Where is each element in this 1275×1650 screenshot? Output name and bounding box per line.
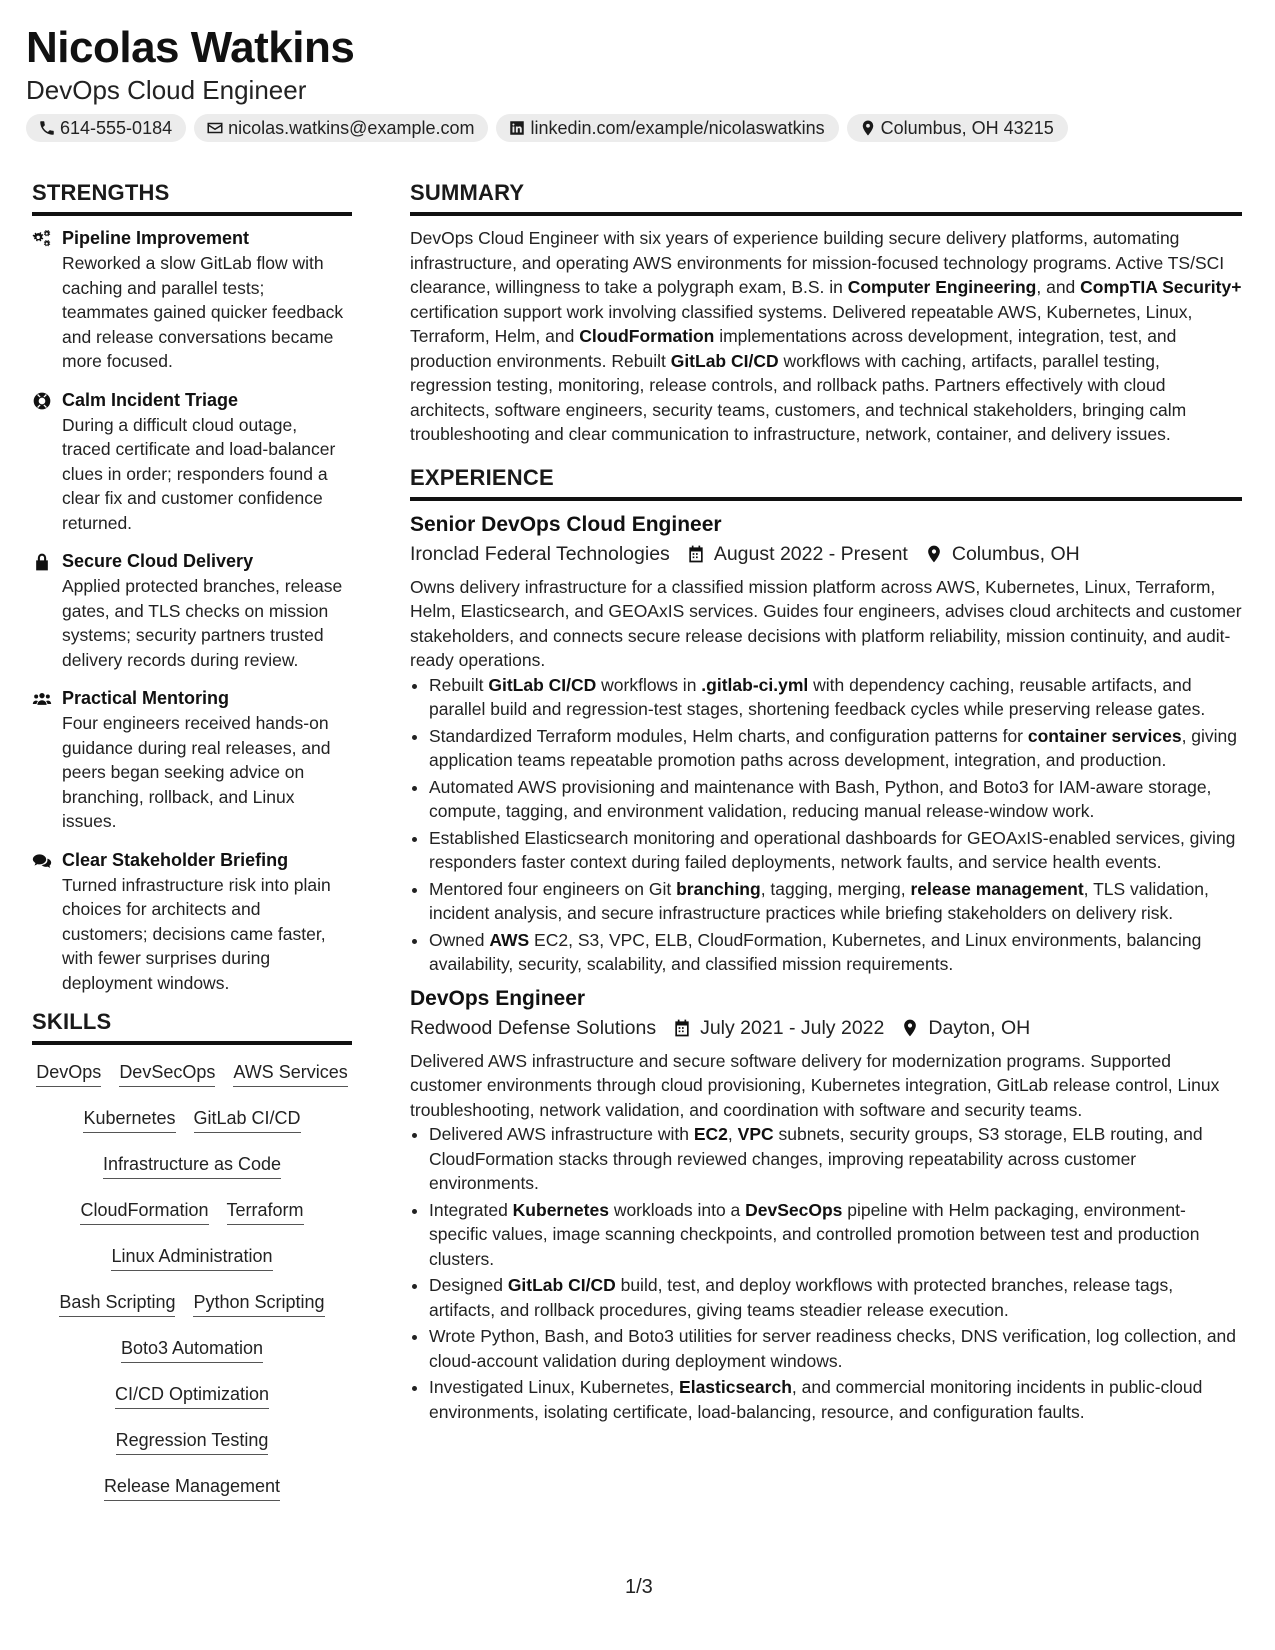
bullet-text: workflows in xyxy=(596,674,702,695)
job-meta xyxy=(410,539,1242,569)
gears-icon xyxy=(32,229,52,249)
bullet-text: Standardized Terraform modules, Helm charts, and configuration patterns for xyxy=(429,725,1028,746)
job-dates: August 2022 - Present xyxy=(713,542,908,565)
job-bullet xyxy=(429,775,1242,824)
skill-row xyxy=(32,1153,352,1179)
lock-icon xyxy=(32,552,52,572)
job-dates: July 2021 - July 2022 xyxy=(700,1016,885,1039)
calendar-icon xyxy=(686,544,706,564)
skills-list xyxy=(32,1061,352,1501)
strength-title: Calm Incident Triage xyxy=(62,389,239,410)
bullet-emphasis: DevSecOps xyxy=(745,1199,843,1220)
job-title: Senior DevOps Cloud Engineer xyxy=(410,512,722,536)
bullet-text: Owned xyxy=(429,929,490,950)
bullet-text: workloads into a xyxy=(608,1199,746,1220)
skill-row xyxy=(32,1061,352,1087)
job-bullet xyxy=(429,1198,1242,1272)
skill-row xyxy=(32,1337,352,1363)
bullet-text: subnets, security groups, S3 storage, ELB routing, and CloudFormation stacks through reviewed changes, improving repeatability across customer environments. xyxy=(429,1124,1203,1193)
bullet-text: EC2, S3, VPC, ELB, CloudFormation, Kubernetes, and Linux environments, balancing availability, security, scalability, and classified mission requirements. xyxy=(429,929,1202,974)
skill-tag: Terraform xyxy=(227,1199,304,1225)
skill-tag: CloudFormation xyxy=(80,1199,208,1225)
job-bullet xyxy=(429,826,1242,875)
skill-row xyxy=(32,1199,352,1225)
bullet-emphasis: Kubernetes xyxy=(512,1199,609,1220)
summary-emphasis: CompTIA Security+ xyxy=(1080,277,1242,297)
skill-row xyxy=(32,1245,352,1271)
skill-tag: AWS Services xyxy=(233,1061,347,1087)
right-column xyxy=(410,180,1242,1432)
job-location: Columbus, OH xyxy=(951,542,1080,565)
contact-bar xyxy=(26,114,1068,142)
skill-row xyxy=(32,1383,352,1409)
skill-tag: Python Scripting xyxy=(193,1291,324,1317)
summary-emphasis: Computer Engineering xyxy=(847,277,1037,297)
bullet-text: Wrote Python, Bash, and Boto3 utilities for server readiness checks, DNS verification, log collection, and cloud-account validation during deployment windows. xyxy=(429,1326,1237,1371)
summary-text: implementations across development, integration, test, and production environments. Rebuilt xyxy=(410,326,1177,371)
strength-title: Clear Stakeholder Briefing xyxy=(62,849,289,870)
job-bullet xyxy=(429,1122,1242,1196)
summary-emphasis: GitLab CI/CD xyxy=(670,350,779,371)
bullet-text: Automated AWS provisioning and maintenance with Bash, Python, and Boto3 for IAM-aware storage, compute, tagging, and environment validation, reducing manual release-window work. xyxy=(429,776,1212,821)
contact-location xyxy=(847,114,1068,142)
bullet-text: , giving application teams repeatable promotion paths across development, integration, and production. xyxy=(429,725,1238,770)
strength-title: Practical Mentoring xyxy=(62,688,230,708)
job-bullet xyxy=(429,1324,1242,1373)
job-bullet xyxy=(429,1273,1242,1322)
contact-location-text: Columbus, OH 43215 xyxy=(880,118,1054,138)
summary-text: certification support work involving classified systems. Delivered repeatable AWS, Kubernetes, Linux, Terraform, Helm, and xyxy=(410,301,1193,346)
skill-row xyxy=(32,1429,352,1455)
summary-text xyxy=(410,226,1242,447)
summary-text: , and xyxy=(1036,277,1081,297)
map-pin-icon xyxy=(859,119,877,137)
experience-heading: EXPERIENCE xyxy=(410,465,1242,501)
bullet-text: Investigated Linux, Kubernetes, xyxy=(429,1377,680,1397)
strength-desc: During a difficult cloud outage, traced certificate and load-balancer clues in order; responders found a clear fix and customer confidence returned. xyxy=(62,414,336,533)
job-bullet xyxy=(429,724,1242,773)
contact-phone-text: 614-555-0184 xyxy=(60,118,173,138)
candidate-name: Nicolas Watkins xyxy=(26,23,355,72)
skills-heading: SKILLS xyxy=(32,1009,352,1045)
map-pin-icon xyxy=(924,544,944,564)
job-company: Ironclad Federal Technologies xyxy=(410,542,670,565)
skill-tag: DevOps xyxy=(36,1061,101,1087)
bullet-text: pipeline with Helm packaging, environment-specific values, image scanning checkpoints, and controlled promotion between test and production clusters. xyxy=(429,1199,1200,1269)
skill-tag: CI/CD Optimization xyxy=(115,1383,269,1409)
skill-tag: Bash Scripting xyxy=(59,1291,175,1317)
bullet-text: , TLS validation, incident analysis, and secure infrastructure practices while briefing stakeholders on delivery risk. xyxy=(429,878,1209,923)
skill-tag: Regression Testing xyxy=(116,1429,269,1455)
job-bullet xyxy=(429,877,1242,926)
bullet-text: , and commercial monitoring incidents in public-cloud environments, isolating certificate, load-balancing, resource, and configuration faults. xyxy=(429,1377,1203,1422)
envelope-icon xyxy=(206,119,224,137)
strength-item xyxy=(32,388,352,536)
summary-emphasis: CloudFormation xyxy=(579,326,715,346)
map-pin-icon xyxy=(900,1018,920,1038)
strength-desc: Turned infrastructure risk into plain choices for architects and customers; decisions came faster, with fewer surprises during deployment windows. xyxy=(62,874,331,993)
job-description: Delivered AWS infrastructure and secure software delivery for modernization programs. Supported customer environments through cloud provisioning, Kubernetes integration, GitLab release control, Linux troubleshooting, network validation, and coordination with software and security teams. xyxy=(410,1050,1220,1120)
strength-desc: Reworked a slow GitLab flow with caching and parallel tests; teammates gained quicker feedback and release conversations became more focused. xyxy=(62,253,344,371)
job-bullet xyxy=(429,928,1242,977)
bullet-text: Rebuilt xyxy=(429,674,489,695)
users-icon xyxy=(32,689,52,709)
job-entry xyxy=(410,511,1242,977)
bullet-text: with dependency caching, reusable artifacts, and parallel build and regression-test stages, shortening feedback cycles while preserving release gates. xyxy=(429,674,1206,719)
strengths-heading: STRENGTHS xyxy=(32,180,352,216)
skill-tag: Linux Administration xyxy=(111,1245,272,1271)
bullet-text: Designed xyxy=(429,1275,508,1295)
job-bullets xyxy=(410,673,1242,977)
bullet-emphasis: container services xyxy=(1027,725,1182,746)
strength-title: Secure Cloud Delivery xyxy=(62,551,254,571)
skill-tag: Boto3 Automation xyxy=(121,1337,263,1363)
bullet-emphasis: VPC xyxy=(737,1124,774,1144)
strength-item xyxy=(32,848,352,996)
bullet-emphasis: GitLab CI/CD xyxy=(507,1275,616,1295)
skill-tag: DevSecOps xyxy=(119,1061,215,1087)
skill-row xyxy=(32,1291,352,1317)
bullet-emphasis: EC2 xyxy=(693,1124,728,1144)
strength-item xyxy=(32,549,352,672)
job-location: Dayton, OH xyxy=(928,1016,1031,1039)
strength-desc: Four engineers received hands-on guidance during real releases, and peers began seeking advice on branching, rollback, and Linux issues. xyxy=(62,713,331,831)
job-title: DevOps Engineer xyxy=(410,986,586,1010)
job-entry xyxy=(410,985,1242,1425)
bullet-text: Established Elasticsearch monitoring and operational dashboards for GEOAxIS-enabled services, giving responders faster context during failed deployments, network faults, and service health events. xyxy=(429,827,1236,872)
skill-row xyxy=(32,1107,352,1133)
summary-text: DevOps Cloud Engineer with six years of experience building secure delivery platforms, automating infrastructure, and operating AWS environments for mission-focused technology programs. Active TS/SCI clearance, willingness to take a polygraph exam, B.S. in xyxy=(410,228,1225,297)
page-number: 1/3 xyxy=(625,1576,653,1598)
bullet-emphasis: GitLab CI/CD xyxy=(488,674,597,695)
bullet-text: , tagging, merging, xyxy=(760,878,911,899)
bullet-emphasis: release management xyxy=(910,878,1084,899)
strength-item xyxy=(32,226,352,374)
contact-email[interactable] xyxy=(194,114,488,142)
summary-text: workflows with caching, artifacts, parallel testing, regression testing, monitoring, release controls, and rollback paths. Partners effectively with cloud architects, software engineers, security teams, customers, and technical stakeholders, bringing calm troubleshooting and clear communication to infrastructure, network, container, and delivery issues. xyxy=(410,350,1187,444)
bullet-emphasis: branching xyxy=(676,878,761,899)
candidate-title: DevOps Cloud Engineer xyxy=(26,75,307,105)
skill-tag: Kubernetes xyxy=(83,1107,175,1133)
job-meta xyxy=(410,1013,1242,1043)
skill-tag: Infrastructure as Code xyxy=(103,1153,281,1179)
calendar-icon xyxy=(672,1018,692,1038)
bullet-emphasis: AWS xyxy=(489,929,530,950)
job-bullet xyxy=(429,673,1242,722)
summary-heading: SUMMARY xyxy=(410,180,1242,216)
strength-item xyxy=(32,686,352,834)
bullet-emphasis: .gitlab-ci.yml xyxy=(701,674,809,695)
left-column xyxy=(32,180,352,1521)
skill-row xyxy=(32,1475,352,1501)
strength-desc: Applied protected branches, release gates, and TLS checks on mission systems; security partners trusted delivery records during review. xyxy=(62,576,343,670)
job-bullets xyxy=(410,1122,1242,1424)
bullet-emphasis: Elasticsearch xyxy=(679,1377,792,1397)
bullet-text: , xyxy=(727,1124,738,1144)
linkedin-icon xyxy=(508,119,526,137)
strength-title: Pipeline Improvement xyxy=(62,228,250,248)
job-company: Redwood Defense Solutions xyxy=(410,1016,657,1039)
resume-header xyxy=(26,22,354,106)
job-description: Owns delivery infrastructure for a classified mission platform across AWS, Kubernetes, Linux, Terraform, Helm, Elasticsearch, and GEOAxIS services. Guides four engineers, advises cloud architects and customer stakeholders, and connects secure release decisions with platform reliability, mission continuity, and audit-ready operations. xyxy=(410,576,1242,670)
bullet-text: Integrated xyxy=(429,1199,513,1220)
contact-email-text: nicolas.watkins@example.com xyxy=(228,118,475,138)
comments-icon xyxy=(32,851,52,871)
skill-tag: Release Management xyxy=(104,1475,280,1501)
bullet-text: build, test, and deploy workflows with protected branches, release tags, artifacts, and rollback procedures, giving teams steadier release execution. xyxy=(429,1275,1174,1320)
phone-icon xyxy=(38,119,56,137)
bullet-text: Delivered AWS infrastructure with xyxy=(429,1124,694,1144)
skill-tag: GitLab CI/CD xyxy=(194,1107,301,1133)
bullet-text: Mentored four engineers on Git xyxy=(429,878,677,899)
job-bullet xyxy=(429,1375,1242,1424)
contact-phone xyxy=(26,114,186,142)
life-ring-icon xyxy=(32,391,52,411)
contact-linkedin-text: linkedin.com/example/nicolaswatkins xyxy=(530,118,825,138)
contact-linkedin[interactable] xyxy=(496,114,838,142)
